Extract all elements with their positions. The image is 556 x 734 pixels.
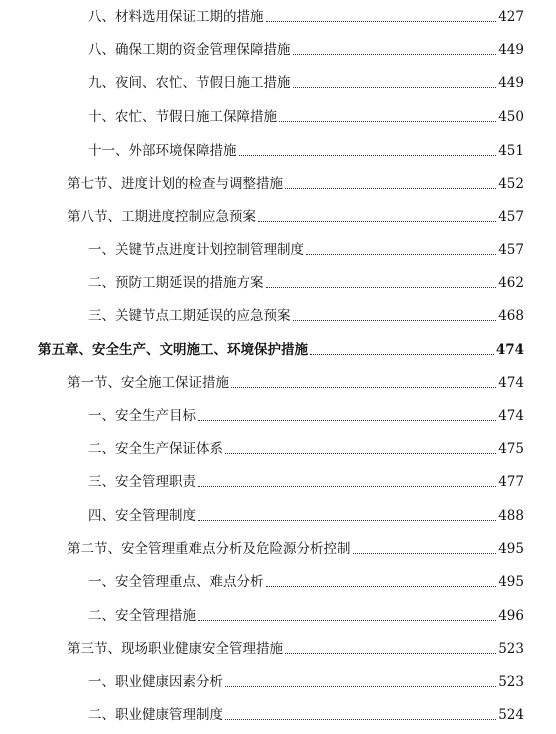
toc-entry[interactable]	[0, 270, 524, 292]
dot-leader	[225, 719, 496, 720]
toc-entry-page: 477	[498, 474, 524, 490]
toc-entry-title: 九、夜间、农忙、节假日施工措施	[88, 75, 291, 91]
toc-entry-title: 二、预防工期延误的措施方案	[88, 275, 264, 291]
toc-entry[interactable]	[0, 237, 524, 259]
toc-entry-title: 二、职业健康管理制度	[88, 707, 223, 723]
toc-entry[interactable]	[0, 204, 524, 226]
toc-entry-page: 524	[498, 707, 524, 723]
toc-entry-page: 468	[498, 308, 524, 324]
dot-leader	[285, 653, 496, 654]
toc-entry[interactable]	[0, 469, 524, 491]
toc-entry-page: 462	[498, 275, 524, 291]
dot-leader	[279, 121, 496, 122]
dot-leader	[198, 486, 496, 487]
toc-entry[interactable]	[0, 503, 524, 525]
toc-entry[interactable]	[0, 37, 524, 59]
toc-entry-title: 第七节、进度计划的检查与调整措施	[67, 176, 283, 192]
toc-entry-title: 二、安全生产保证体系	[88, 441, 223, 457]
dot-leader	[310, 354, 494, 355]
toc-entry-page: 495	[498, 574, 524, 590]
toc-entry-title: 一、职业健康因素分析	[88, 674, 223, 690]
dot-leader	[198, 520, 496, 521]
toc-entry-page: 475	[498, 441, 524, 457]
toc-entry-page: 427	[498, 9, 524, 25]
toc-entry-page: 523	[498, 641, 524, 657]
toc-entry-title: 一、安全生产目标	[88, 408, 196, 424]
toc-entry-title: 一、安全管理重点、难点分析	[88, 574, 264, 590]
toc-entry[interactable]	[0, 603, 524, 625]
dot-leader	[293, 320, 497, 321]
dot-leader	[198, 620, 496, 621]
dot-leader	[225, 686, 496, 687]
toc-entry-title: 八、确保工期的资金管理保障措施	[88, 42, 291, 58]
toc-entry[interactable]	[0, 370, 524, 392]
dot-leader	[266, 21, 497, 22]
toc-entry[interactable]	[0, 702, 524, 724]
toc-entry-title: 第一节、安全施工保证措施	[67, 375, 229, 391]
toc-entry-page: 523	[498, 674, 524, 690]
toc-entry-page: 450	[498, 109, 524, 125]
dot-leader	[231, 387, 496, 388]
toc-entry-page: 457	[498, 242, 524, 258]
toc-entry-page: 495	[498, 541, 524, 557]
dot-leader	[266, 586, 497, 587]
toc-entry-title: 第八节、工期进度控制应急预案	[67, 209, 256, 225]
toc-entry[interactable]	[0, 303, 524, 325]
toc-entry-page: 452	[498, 176, 524, 192]
toc-entry-title: 第五章、安全生产、文明施工、环境保护措施	[38, 342, 308, 358]
dot-leader	[239, 155, 497, 156]
dot-leader	[225, 453, 496, 454]
toc-entry[interactable]	[0, 636, 524, 658]
toc-entry-title: 八、材料选用保证工期的措施	[88, 9, 264, 25]
toc-entry[interactable]	[0, 536, 524, 558]
toc-chapter-entry[interactable]	[0, 337, 524, 359]
toc-entry-page: 474	[495, 342, 524, 358]
toc-entry[interactable]	[0, 70, 524, 92]
dot-leader	[353, 553, 497, 554]
toc-entry-title: 第二节、安全管理重难点分析及危险源分析控制	[67, 541, 351, 557]
toc-entry-page: 457	[498, 209, 524, 225]
toc-entry-title: 三、安全管理职责	[88, 474, 196, 490]
dot-leader	[285, 188, 496, 189]
toc-entry[interactable]	[0, 403, 524, 425]
toc-entry-title: 二、安全管理措施	[88, 608, 196, 624]
toc-entry-page: 451	[498, 143, 524, 159]
toc-entry[interactable]	[0, 171, 524, 193]
dot-leader	[258, 221, 496, 222]
toc-entry[interactable]	[0, 104, 524, 126]
toc-entry[interactable]	[0, 138, 524, 160]
toc-entry-title: 四、安全管理制度	[88, 508, 196, 524]
toc-entry-page: 474	[498, 375, 524, 391]
toc-entry-page: 474	[498, 408, 524, 424]
dot-leader	[198, 420, 496, 421]
toc-entry-title: 一、关键节点进度计划控制管理制度	[88, 242, 304, 258]
toc-entry-page: 496	[498, 608, 524, 624]
toc-entry-title: 第三节、现场职业健康安全管理措施	[67, 641, 283, 657]
dot-leader	[293, 87, 497, 88]
toc-entry-page: 449	[498, 42, 524, 58]
toc-entry[interactable]	[0, 569, 524, 591]
toc-entry-title: 三、关键节点工期延误的应急预案	[88, 308, 291, 324]
toc-entry[interactable]	[0, 436, 524, 458]
dot-leader	[306, 254, 496, 255]
toc-entry-title: 十、农忙、节假日施工保障措施	[88, 109, 277, 125]
dot-leader	[266, 287, 497, 288]
toc-entry[interactable]	[0, 669, 524, 691]
toc-entry-title: 十一、外部环境保障措施	[88, 143, 237, 159]
toc-entry[interactable]	[0, 4, 524, 26]
toc-entry-page: 488	[498, 508, 524, 524]
toc-entry-page: 449	[498, 75, 524, 91]
dot-leader	[293, 54, 497, 55]
